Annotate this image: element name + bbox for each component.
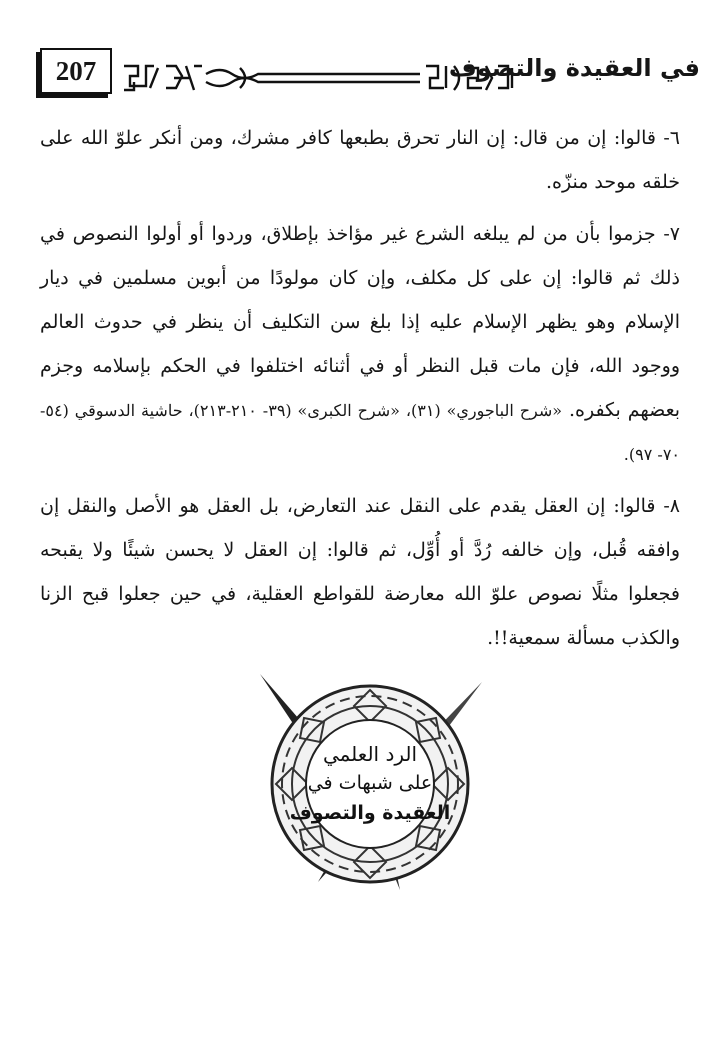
page-header [40,48,700,102]
item-text: قالوا: إن العقل يقدم على النقل عند التعارض، بل العقل هو الأصل والنقل إن وافقه قُبل، وإن خالفه رُدَّ أو أُوِّل، ثم قالوا: إن العقل لا يحسن شيئًا ولا يقبحه فجعلوا مثلًا نصوص علوّ الله معارضة للقواطع العقلية، في حين جعلوا قبح الزنا والكذب مسألة سمعية!!. [40,495,680,649]
book-emblem [250,668,490,898]
list-item [40,116,680,204]
list-item [40,484,680,660]
page-number-box [40,48,112,94]
emblem-title-line2: على شبهات في [307,772,433,794]
item-text: قالوا: إن من قال: إن النار تحرق بطبعها كافر مشرك، ومن أنكر علوّ الله على خلقه موحد منزّه. [40,127,680,193]
item-number: ٦- [663,127,680,149]
body-text [40,116,680,660]
running-title: في العقيدة والتصوف [448,54,700,82]
citation-reference: «شرح الباجوري» (٣١)، «شرح الكبرى» (٣٩- ٢١٠-٢١٣)، حاشية الدسوقي (٥٤- ٧٠- ٩٧). [40,401,680,464]
emblem-title-line1: الرد العلمي [322,742,418,766]
item-number: ٨- [663,495,680,517]
page-number: 207 [55,55,97,86]
item-number: ٧- [663,223,681,245]
list-item [40,212,680,476]
emblem-title-line3: العقيدة والتصوف [289,802,451,824]
item-text: جزموا بأن من لم يبلغه الشرع غير مؤاخذ بإطلاق، وردوا أو أولوا النصوص في ذلك ثم قالوا: إن على كل مكلف، وإن كان مولودًا من أبوين مسلمين في ديار الإسلام وهو يظهر الإسلام عليه إذا بلغ سن التكليف أن ينظر في حدوث العالم ووجود الله، فإن مات قبل النظر أو في أثنائه اختلفوا في الحكم بإسلامه وجزم بعضهم بكفره. [40,223,681,421]
